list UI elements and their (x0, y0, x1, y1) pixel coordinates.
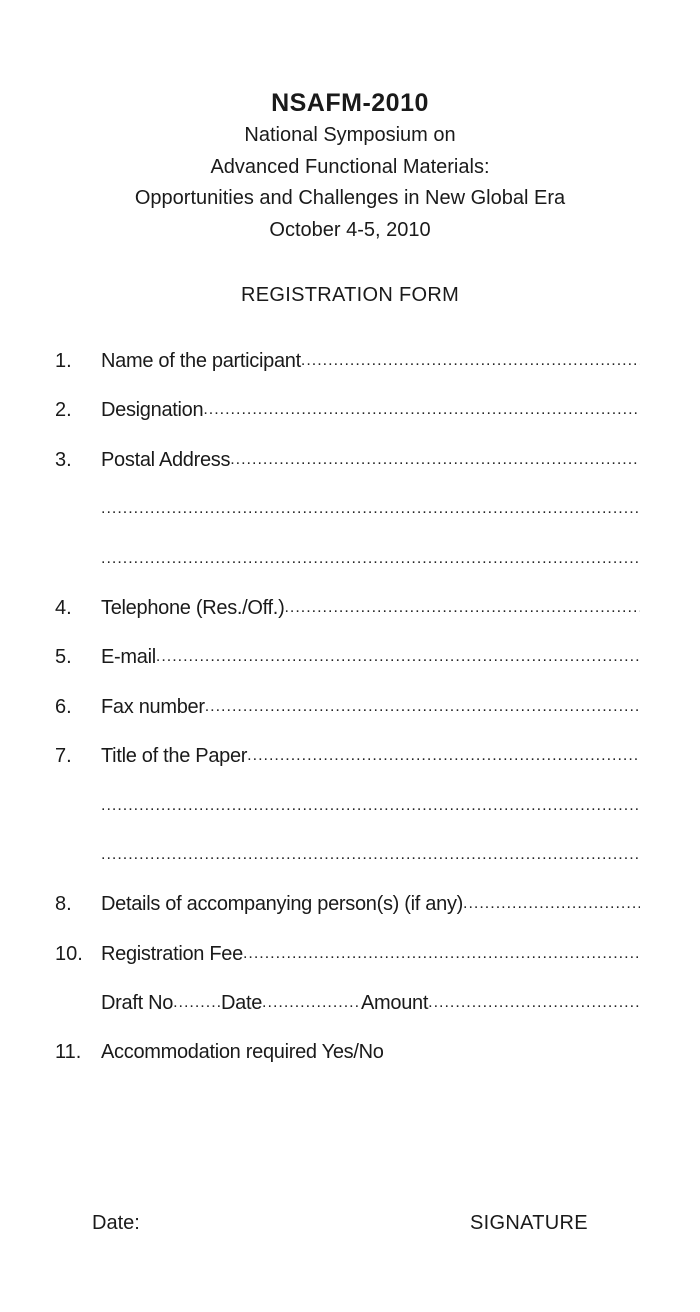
field-designation (0, 396, 700, 424)
field-paper-title (0, 742, 700, 770)
item-number: 1. (55, 350, 72, 372)
field-label: E-mail (101, 646, 156, 668)
designation-blank[interactable] (101, 396, 640, 424)
field-label: Accommodation required Yes/No (101, 1041, 384, 1063)
dotted-fill-line (101, 792, 640, 820)
field-draft-details (0, 989, 700, 1017)
field-registration-fee (0, 940, 700, 968)
dotted-fill-line (230, 446, 640, 474)
dotted-fill-line (156, 643, 640, 671)
dotted-fill-line (101, 841, 640, 869)
field-label: Designation (101, 399, 204, 421)
dotted-fill-line (247, 742, 640, 770)
item-number: 3. (55, 449, 72, 471)
item-number: 11. (55, 1041, 82, 1063)
draft-date-blank[interactable] (221, 989, 361, 1017)
paper-title-blank-3[interactable] (101, 841, 640, 869)
symposium-dates: October 4-5, 2010 (269, 218, 431, 241)
field-email (0, 643, 700, 671)
item-number: 2. (55, 399, 72, 421)
item-number: 5. (55, 646, 72, 668)
field-label: Name of the participant (101, 350, 301, 372)
field-postal-address-line-2 (0, 495, 700, 523)
item-number: 6. (55, 696, 72, 718)
item-number: 7. (55, 745, 72, 767)
draft-no-label: Draft No (101, 992, 174, 1014)
draft-amount-blank[interactable] (361, 989, 640, 1017)
signature-label: SIGNATURE (470, 1212, 588, 1234)
field-participant-name (0, 347, 700, 375)
dotted-fill-line (463, 890, 640, 918)
field-label: Registration Fee (101, 943, 243, 965)
paper-title-blank[interactable] (101, 742, 640, 770)
dotted-fill-line (101, 545, 640, 573)
item-number: 4. (55, 597, 72, 619)
field-postal-address (0, 446, 700, 474)
dotted-fill-line (243, 940, 640, 968)
field-accommodation (0, 1038, 700, 1066)
field-label: Fax number (101, 696, 205, 718)
item-number: 10. (55, 943, 83, 965)
draft-date-label: Date (221, 992, 263, 1014)
email-blank[interactable] (101, 643, 640, 671)
field-fax (0, 693, 700, 721)
footer-date-label: Date: (92, 1212, 140, 1234)
symposium-acronym: NSAFM-2010 (271, 89, 429, 117)
dotted-fill-line (173, 989, 221, 1017)
draft-no-blank[interactable] (101, 989, 221, 1017)
field-label: Details of accompanying person(s) (if any) (101, 893, 464, 915)
field-paper-title-line-2 (0, 792, 700, 820)
field-accompanying-persons (0, 890, 700, 918)
dotted-fill-line (262, 989, 361, 1017)
symposium-theme: Opportunities and Challenges in New Global Era (134, 187, 566, 209)
field-postal-address-line-3 (0, 545, 700, 573)
form-heading: REGISTRATION FORM (240, 284, 460, 306)
dotted-fill-line (203, 396, 640, 424)
accommodation-option[interactable] (101, 1038, 640, 1066)
dotted-fill-line (205, 693, 640, 721)
dotted-fill-line (284, 594, 640, 622)
field-telephone (0, 594, 700, 622)
item-number: 8. (55, 893, 72, 915)
field-label: Telephone (Res./Off.) (101, 597, 285, 619)
postal-address-blank-2[interactable] (101, 495, 640, 523)
telephone-blank[interactable] (101, 594, 640, 622)
paper-title-blank-2[interactable] (101, 792, 640, 820)
draft-details-line (101, 989, 640, 1017)
dotted-fill-line (301, 347, 640, 375)
participant-name-blank[interactable] (101, 347, 640, 375)
draft-amount-label: Amount (361, 992, 429, 1014)
postal-address-blank[interactable] (101, 446, 640, 474)
field-label: Title of the Paper (101, 745, 248, 767)
fax-blank[interactable] (101, 693, 640, 721)
registration-fee-blank[interactable] (101, 940, 640, 968)
dotted-fill-line (101, 495, 640, 523)
field-paper-title-line-3 (0, 841, 700, 869)
field-label: Postal Address (101, 449, 231, 471)
symposium-name-line-2: Advanced Functional Materials: (210, 155, 490, 178)
symposium-name-line-1: National Symposium on (244, 124, 456, 146)
accompanying-persons-blank[interactable] (101, 890, 640, 918)
postal-address-blank-3[interactable] (101, 545, 640, 573)
form-header (0, 86, 700, 246)
dotted-fill-line (428, 989, 640, 1017)
